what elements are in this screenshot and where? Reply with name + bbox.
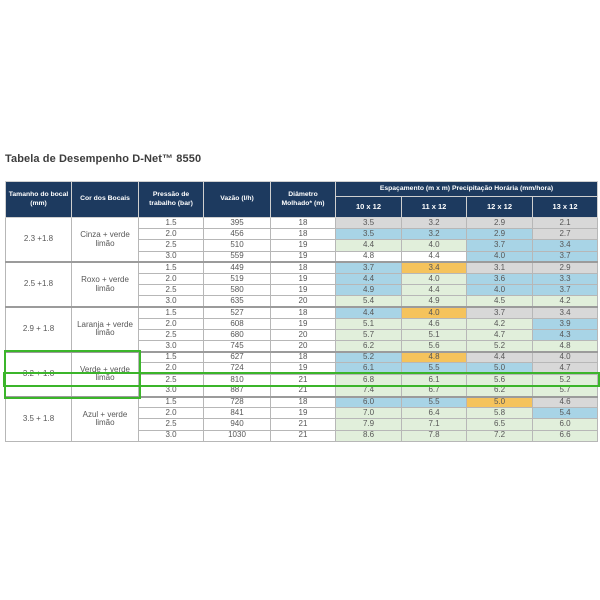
pressure-cell: 1.5 <box>139 307 204 318</box>
diameter-cell: 19 <box>271 273 336 284</box>
nozzle-size-cell: 2.3 +1.8 <box>6 218 72 263</box>
diameter-cell: 19 <box>271 285 336 296</box>
nozzle-size-cell: 2.5 +1.8 <box>6 262 72 307</box>
precipitation-cell: 7.2 <box>467 430 533 441</box>
header-pressure: Pressão de trabalho (bar) <box>139 182 204 218</box>
precipitation-cell: 5.0 <box>467 363 533 374</box>
precipitation-cell: 4.0 <box>467 285 533 296</box>
pressure-cell: 3.0 <box>139 296 204 307</box>
precipitation-cell: 3.7 <box>533 251 598 262</box>
flow-cell: 940 <box>204 419 271 430</box>
nozzle-color-cell: Roxo + verde limão <box>72 262 139 307</box>
header-flow: Vazão (l/h) <box>204 182 271 218</box>
precipitation-cell: 4.4 <box>336 307 402 318</box>
table-row <box>6 307 598 318</box>
pressure-cell: 2.0 <box>139 318 204 329</box>
precipitation-cell: 7.0 <box>336 408 402 419</box>
precipitation-cell: 4.4 <box>402 251 467 262</box>
header-spacing-13x12: 13 x 12 <box>533 197 598 218</box>
precipitation-cell: 4.9 <box>336 285 402 296</box>
flow-cell: 519 <box>204 273 271 284</box>
precipitation-cell: 5.2 <box>533 374 598 385</box>
diameter-cell: 18 <box>271 352 336 363</box>
diameter-cell: 20 <box>271 341 336 352</box>
precipitation-cell: 2.9 <box>467 218 533 229</box>
precipitation-cell: 3.5 <box>336 218 402 229</box>
precipitation-cell: 6.6 <box>533 430 598 441</box>
precipitation-cell: 6.4 <box>402 408 467 419</box>
precipitation-cell: 4.5 <box>467 296 533 307</box>
precipitation-cell: 5.6 <box>467 374 533 385</box>
precipitation-cell: 4.7 <box>533 363 598 374</box>
pressure-cell: 2.5 <box>139 240 204 251</box>
pressure-cell: 2.5 <box>139 329 204 340</box>
precipitation-cell: 4.0 <box>533 352 598 363</box>
precipitation-cell: 3.2 <box>402 218 467 229</box>
precipitation-cell: 4.2 <box>467 318 533 329</box>
nozzle-color-cell: Cinza + verde limão <box>72 218 139 263</box>
precipitation-cell: 5.5 <box>402 397 467 408</box>
precipitation-cell: 2.9 <box>533 262 598 273</box>
precipitation-cell: 5.4 <box>336 296 402 307</box>
diameter-cell: 18 <box>271 397 336 408</box>
pressure-cell: 2.5 <box>139 419 204 430</box>
pressure-cell: 2.0 <box>139 229 204 240</box>
precipitation-cell: 5.5 <box>402 363 467 374</box>
header-spacing-10x12: 10 x 12 <box>336 197 402 218</box>
precipitation-cell: 5.0 <box>467 397 533 408</box>
nozzle-size-cell: 2.9 + 1.8 <box>6 307 72 352</box>
precipitation-cell: 3.7 <box>467 240 533 251</box>
diameter-cell: 19 <box>271 318 336 329</box>
precipitation-cell: 5.2 <box>336 352 402 363</box>
nozzle-color-cell: Verde + verde limão <box>72 352 139 397</box>
precipitation-cell: 4.4 <box>467 352 533 363</box>
precipitation-cell: 4.7 <box>467 329 533 340</box>
precipitation-cell: 3.6 <box>467 273 533 284</box>
precipitation-cell: 5.1 <box>336 318 402 329</box>
diameter-cell: 21 <box>271 385 336 396</box>
precipitation-cell: 3.7 <box>533 285 598 296</box>
precipitation-cell: 7.1 <box>402 419 467 430</box>
precipitation-cell: 6.2 <box>467 385 533 396</box>
precipitation-cell: 6.2 <box>336 341 402 352</box>
flow-cell: 724 <box>204 363 271 374</box>
table-row <box>6 397 598 408</box>
flow-cell: 841 <box>204 408 271 419</box>
diameter-cell: 20 <box>271 329 336 340</box>
precipitation-cell: 6.5 <box>467 419 533 430</box>
diameter-cell: 19 <box>271 408 336 419</box>
precipitation-cell: 4.6 <box>402 318 467 329</box>
precipitation-cell: 5.7 <box>533 385 598 396</box>
header-spacing-12x12: 12 x 12 <box>467 197 533 218</box>
precipitation-cell: 5.4 <box>533 408 598 419</box>
flow-cell: 559 <box>204 251 271 262</box>
pressure-cell: 2.0 <box>139 273 204 284</box>
diameter-cell: 18 <box>271 307 336 318</box>
pressure-cell: 3.0 <box>139 430 204 441</box>
pressure-cell: 1.5 <box>139 218 204 229</box>
flow-cell: 449 <box>204 262 271 273</box>
flow-cell: 527 <box>204 307 271 318</box>
precipitation-cell: 6.1 <box>402 374 467 385</box>
flow-cell: 456 <box>204 229 271 240</box>
precipitation-cell: 4.4 <box>336 240 402 251</box>
diameter-cell: 21 <box>271 430 336 441</box>
pressure-cell: 3.0 <box>139 341 204 352</box>
diameter-cell: 19 <box>271 363 336 374</box>
precipitation-cell: 5.6 <box>402 341 467 352</box>
precipitation-cell: 6.0 <box>336 397 402 408</box>
table-row <box>6 352 598 363</box>
header-nozzle-size: Tamanho do bocal (mm) <box>6 182 72 218</box>
flow-cell: 635 <box>204 296 271 307</box>
precipitation-cell: 5.2 <box>467 341 533 352</box>
precipitation-cell: 4.4 <box>402 285 467 296</box>
precipitation-cell: 7.4 <box>336 385 402 396</box>
precipitation-cell: 6.1 <box>336 363 402 374</box>
page-title: Tabela de Desempenho D-Net™ 8550 <box>5 153 202 165</box>
header-nozzle-color: Cor dos Bocais <box>72 182 139 218</box>
precipitation-cell: 2.1 <box>533 218 598 229</box>
flow-cell: 887 <box>204 385 271 396</box>
flow-cell: 745 <box>204 341 271 352</box>
precipitation-cell: 3.7 <box>467 307 533 318</box>
nozzle-size-cell: 3.2 + 1.8 <box>6 352 72 397</box>
precipitation-cell: 3.1 <box>467 262 533 273</box>
diameter-cell: 20 <box>271 296 336 307</box>
precipitation-cell: 3.5 <box>336 229 402 240</box>
flow-cell: 510 <box>204 240 271 251</box>
precipitation-cell: 7.8 <box>402 430 467 441</box>
table-row <box>6 218 598 229</box>
precipitation-cell: 6.0 <box>533 419 598 430</box>
precipitation-cell: 3.3 <box>533 273 598 284</box>
flow-cell: 680 <box>204 329 271 340</box>
precipitation-cell: 3.4 <box>533 240 598 251</box>
flow-cell: 810 <box>204 374 271 385</box>
diameter-cell: 18 <box>271 229 336 240</box>
diameter-cell: 21 <box>271 374 336 385</box>
precipitation-cell: 2.9 <box>467 229 533 240</box>
flow-cell: 1030 <box>204 430 271 441</box>
pressure-cell: 2.0 <box>139 363 204 374</box>
pressure-cell: 1.5 <box>139 397 204 408</box>
flow-cell: 395 <box>204 218 271 229</box>
performance-table <box>5 181 598 442</box>
precipitation-cell: 2.7 <box>533 229 598 240</box>
pressure-cell: 1.5 <box>139 262 204 273</box>
precipitation-cell: 4.8 <box>336 251 402 262</box>
precipitation-cell: 5.1 <box>402 329 467 340</box>
precipitation-cell: 7.9 <box>336 419 402 430</box>
diameter-cell: 19 <box>271 251 336 262</box>
precipitation-cell: 5.7 <box>336 329 402 340</box>
flow-cell: 627 <box>204 352 271 363</box>
precipitation-cell: 4.0 <box>402 307 467 318</box>
pressure-cell: 2.5 <box>139 374 204 385</box>
flow-cell: 728 <box>204 397 271 408</box>
precipitation-cell: 4.0 <box>402 240 467 251</box>
precipitation-cell: 4.9 <box>402 296 467 307</box>
header-spacing-precipitation: Espaçamento (m x m) Precipitação Horária (mm/hora) <box>336 182 598 197</box>
pressure-cell: 2.0 <box>139 408 204 419</box>
header-wetted-diameter: Diâmetro Molhado* (m) <box>271 182 336 218</box>
flow-cell: 608 <box>204 318 271 329</box>
precipitation-cell: 4.4 <box>336 273 402 284</box>
precipitation-cell: 4.3 <box>533 329 598 340</box>
pressure-cell: 3.0 <box>139 385 204 396</box>
precipitation-cell: 3.2 <box>402 229 467 240</box>
precipitation-cell: 4.6 <box>533 397 598 408</box>
precipitation-cell: 5.8 <box>467 408 533 419</box>
nozzle-size-cell: 3.5 + 1.8 <box>6 397 72 442</box>
diameter-cell: 21 <box>271 419 336 430</box>
precipitation-cell: 6.8 <box>336 374 402 385</box>
diameter-cell: 19 <box>271 240 336 251</box>
nozzle-color-cell: Laranja + verde limão <box>72 307 139 352</box>
nozzle-color-cell: Azul + verde limão <box>72 397 139 442</box>
precipitation-cell: 4.0 <box>467 251 533 262</box>
diameter-cell: 18 <box>271 262 336 273</box>
table-row <box>6 262 598 273</box>
precipitation-cell: 4.2 <box>533 296 598 307</box>
precipitation-cell: 4.0 <box>402 273 467 284</box>
precipitation-cell: 3.4 <box>402 262 467 273</box>
pressure-cell: 1.5 <box>139 352 204 363</box>
table-body <box>6 218 598 442</box>
precipitation-cell: 4.8 <box>402 352 467 363</box>
precipitation-cell: 3.7 <box>336 262 402 273</box>
precipitation-cell: 3.9 <box>533 318 598 329</box>
precipitation-cell: 6.7 <box>402 385 467 396</box>
pressure-cell: 2.5 <box>139 285 204 296</box>
header-spacing-11x12: 11 x 12 <box>402 197 467 218</box>
diameter-cell: 18 <box>271 218 336 229</box>
flow-cell: 580 <box>204 285 271 296</box>
precipitation-cell: 3.4 <box>533 307 598 318</box>
precipitation-cell: 8.6 <box>336 430 402 441</box>
precipitation-cell: 4.8 <box>533 341 598 352</box>
pressure-cell: 3.0 <box>139 251 204 262</box>
